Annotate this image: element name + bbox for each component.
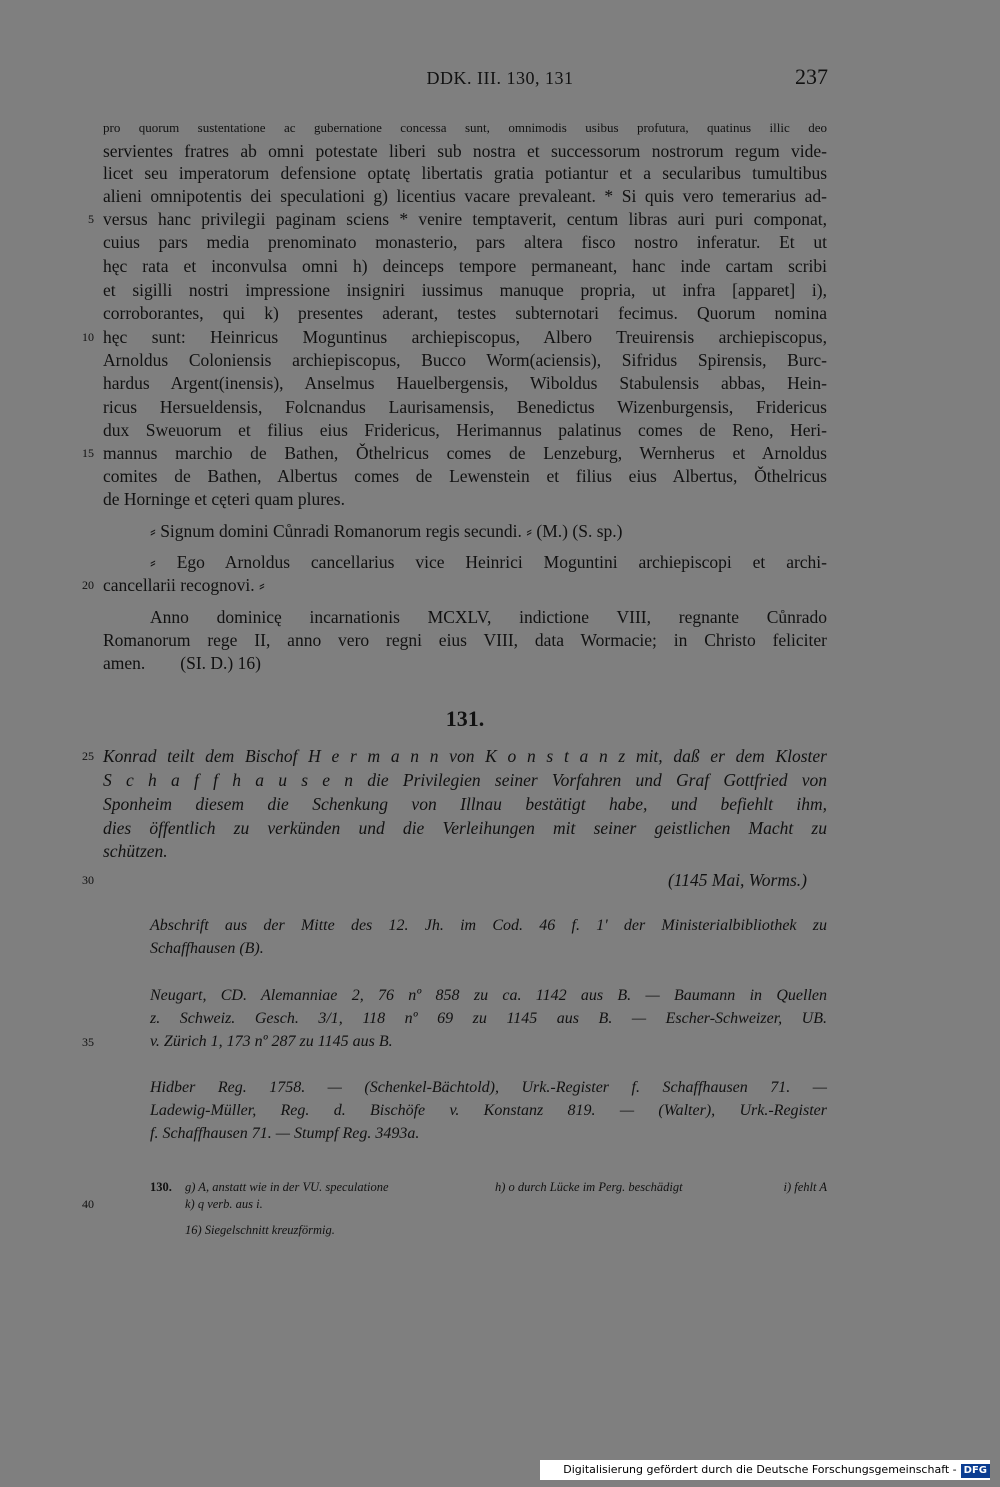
footnote-i: i) fehlt A — [783, 1180, 827, 1194]
editions-line: z. Schweiz. Gesch. 3/1, 118 nº 69 zu 1145 aus B. — Escher-Schweizer, UB. — [150, 1010, 827, 1027]
body-line: ricus Hersueldensis, Folcnandus Laurisamensis, Benedictus Wizenburgensis, Fridericus — [103, 397, 827, 417]
dating-line: amen. (SI. D.) 16) — [103, 653, 261, 673]
registers-line: Ladewig-Müller, Reg. d. Bischöfe v. Konstanz 819. — (Walter), Urk.-Register — [150, 1102, 827, 1119]
regest-line: S c h a f f h a u s e n die Privilegien seiner Vorfahren und Graf Gottfried von — [103, 770, 827, 790]
body-line: et sigilli nostri impressione insigniri iussimus manuque propria, ut infra [apparet] i), — [103, 280, 827, 300]
dating-line: Anno dominicę incarnationis MCXLV, indictione VIII, regnante Cůnrado — [150, 607, 827, 627]
recognition-line: cancellarii recognovi. ⸗ — [103, 575, 265, 595]
body-line: comites de Bathen, Albertus comes de Lewenstein et filius eius Albertus, Ǒthelricus — [103, 466, 827, 486]
body-line: corroborantes, qui k) presentes aderant, testes subternotari fecimus. Quorum nomina — [103, 303, 827, 323]
line-number: 35 — [82, 1035, 94, 1049]
body-line: cuius pars media prenominato monasterio, pars altera fisco nostro inferatur. Et ut — [103, 232, 827, 252]
regest-line: schützen. — [103, 841, 168, 861]
line-number: 25 — [82, 749, 94, 763]
body-line: hęc sunt: Heinricus Moguntinus archiepiscopus, Albero Treuirensis archiepiscopus, — [103, 327, 827, 347]
body-line: pro quorum sustentatione ac gubernatione concessa sunt, omnimodis usibus profutura, quatinus illic deo — [103, 120, 827, 135]
transmission-line: Abschrift aus der Mitte des 12. Jh. im Cod. 46 f. 1' der Ministerialbibliothek zu — [150, 917, 827, 934]
footnote-reference: 130. — [150, 1180, 172, 1194]
line-number: 5 — [88, 212, 94, 226]
digitization-credit — [540, 1460, 990, 1480]
editions-line: Neugart, CD. Alemanniae 2, 76 nº 858 zu ca. 1142 aus B. — Baumann in Quellen — [150, 987, 827, 1004]
line-number: 10 — [82, 330, 94, 344]
line-number: 40 — [82, 1197, 94, 1211]
footnote-16: 16) Siegelschnitt kreuzförmig. — [185, 1223, 335, 1237]
regest-line: Sponheim diesem die Schenkung von Illnau bestätigt habe, und befiehlt ihm, — [103, 794, 827, 814]
body-line: mannus marchio de Bathen, Ǒthelricus comes de Lenzeburg, Wernherus et Arnoldus — [103, 443, 827, 463]
registers-line: Hidber Reg. 1758. — (Schenkel-Bächtold), Urk.-Register f. Schaffhausen 71. — — [150, 1079, 827, 1096]
body-line: Arnoldus Coloniensis archiepiscopus, Bucco Worm(aciensis), Sifridus Spirensis, Burc- — [103, 350, 827, 370]
body-line: versus hanc privilegii paginam sciens * venire temptaverit, centum libras auri puri componat, — [103, 209, 827, 229]
footnote-g: g) A, anstatt wie in der VU. speculatione — [185, 1180, 389, 1194]
body-line: dux Sweuorum et filius eius Fridericus, Herimannus palatinus comes de Reno, Heri- — [103, 420, 827, 440]
body-line: servientes fratres ab omni potestate liberi sub nostra et successorum nostrorum regum vide- — [103, 141, 827, 161]
line-number: 30 — [82, 873, 94, 887]
date-place: (1145 Mai, Worms.) — [667, 870, 807, 890]
body-line: licet seu imperatorum defensione optatę libertatis gratia potiantur et a secularibus tumultibus — [103, 163, 827, 183]
regest-line: dies öffentlich zu verkünden und die Verleihungen mit seiner geistlichen Macht zu — [103, 818, 827, 838]
registers-line: f. Schaffhausen 71. — Stumpf Reg. 3493a. — [150, 1125, 420, 1142]
dfg-logo: DFG — [961, 1464, 990, 1478]
line-number: 20 — [82, 578, 94, 592]
running-header: DDK. III. 130, 131 — [426, 68, 574, 88]
recognition-line: ⸗ Ego Arnoldus cancellarius vice Heinrici Moguntini archiepiscopi et archi- — [150, 552, 827, 572]
editions-line: v. Zürich 1, 173 nº 287 zu 1145 aus B. — [150, 1033, 393, 1050]
body-line: alieni omnipotentis dei speculationi g) licentius vacare prevaleant. * Si quis vero temerarius ad- — [103, 186, 827, 206]
body-line: hardus Argent(inensis), Anselmus Hauelbergensis, Wiboldus Stabulensis abbas, Hein- — [103, 373, 827, 393]
page-number: 237 — [795, 64, 828, 89]
line-number: 15 — [82, 446, 94, 460]
footnote-h: h) o durch Lücke im Perg. beschädigt — [495, 1180, 683, 1194]
body-line: de Horninge et cęteri quam plures. — [103, 489, 345, 509]
signum-line: ⸗ Signum domini Cůnradi Romanorum regis secundi. ⸗ (M.) (S. sp.) — [150, 521, 623, 541]
document-number: 131. — [445, 706, 485, 731]
footnote-k: k) q verb. aus i. — [185, 1197, 263, 1211]
dating-line: Romanorum rege II, anno vero regni eius VIII, data Wormacie; in Christo feliciter — [103, 630, 827, 650]
body-line: hęc rata et inconvulsa omni h) deinceps tempore permaneant, hanc inde cartam scribi — [103, 256, 827, 276]
regest-line: Konrad teilt dem Bischof H e r m a n n von K o n s t a n z mit, daß er dem Kloster — [103, 746, 827, 766]
transmission-line: Schaffhausen (B). — [150, 940, 264, 957]
credit-text: Digitalisierung gefördert durch die Deutsche Forschungsgemeinschaft - — [563, 1463, 957, 1476]
